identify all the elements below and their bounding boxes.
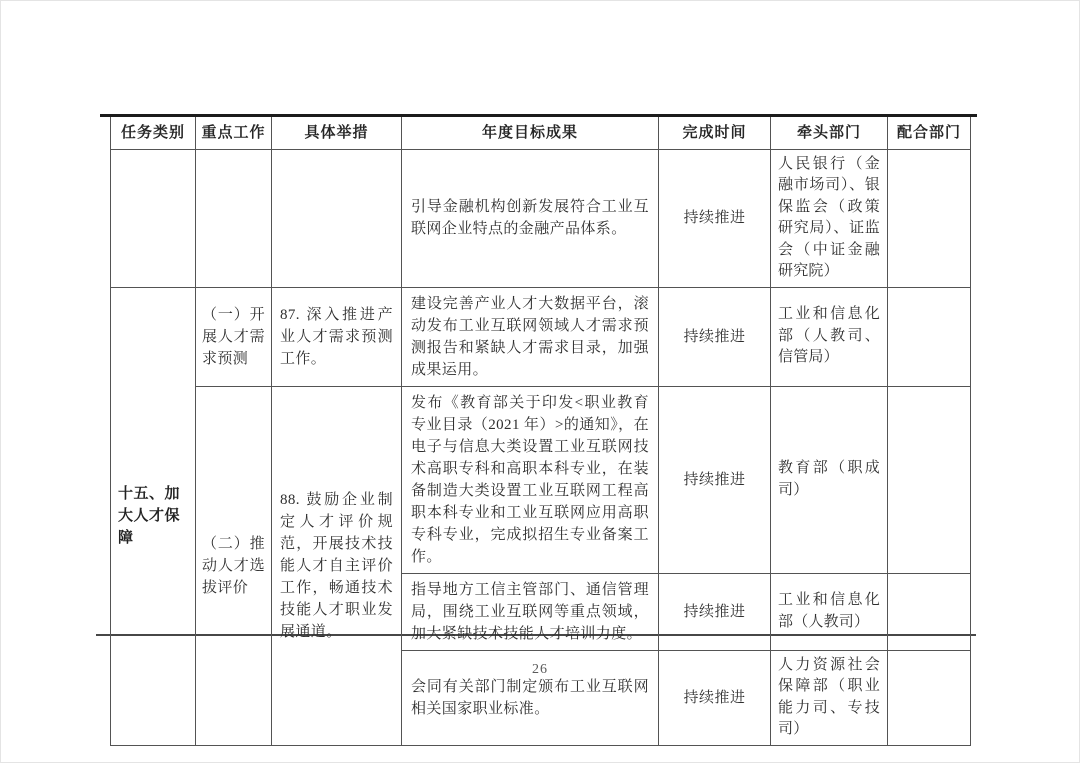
header-measure: 具体举措 [272, 117, 402, 149]
cell-category-15: 十五、加大人才保障 [111, 287, 196, 745]
cell-goal: 引导金融机构创新发展符合工业互联网企业特点的金融产品体系。 [402, 149, 659, 287]
cell-goal: 建设完善产业人才大数据平台，滚动发布工业互联网领域人才需求预测报告和紧缺人才需求目录，加强成果运用。 [402, 287, 659, 386]
header-annual-goal: 年度目标成果 [402, 117, 659, 149]
cell-measure-88: 88. 鼓励企业制定人才评价规范，开展技术技能人才自主评价工作，畅通技术技能人才职业发展通道。 [272, 386, 402, 745]
page-number: 26 [532, 662, 548, 677]
cell-lead-dept: 人力资源社会保障部（职业能力司、专技司） [771, 650, 888, 745]
table-row [111, 287, 971, 386]
cell-deadline: 持续推进 [659, 386, 771, 573]
cell-deadline: 持续推进 [659, 573, 771, 650]
cell-support-dept [888, 573, 971, 650]
header-key-work: 重点工作 [196, 117, 272, 149]
cell-lead-dept: 人民银行（金融市场司）、银保监会（政策研究局）、证监会（中证金融研究院） [771, 149, 888, 287]
header-lead-dept: 牵头部门 [771, 117, 888, 149]
cell-deadline: 持续推进 [659, 287, 771, 386]
table-header-row [111, 117, 971, 149]
cell-measure-87: 87. 深入推进产业人才需求预测工作。 [272, 287, 402, 386]
header-support-dept: 配合部门 [888, 117, 971, 149]
cell-lead-dept: 教育部（职成司） [771, 386, 888, 573]
cell-goal: 指导地方工信主管部门、通信管理局，围绕工业互联网等重点领域，加大紧缺技术技能人才培训力度。 [402, 573, 659, 650]
table-row [111, 149, 971, 287]
cell-goal: 发布《教育部关于印发<职业教育专业目录（2021 年）>的通知》，在电子与信息大类设置工业互联网技术高职专科和高职本科专业，在装备制造大类设置工业互联网工程高职本科专业和工业互联网应用高职专科专业，完成拟招生专业备案工作。 [402, 386, 659, 573]
cell-measure-empty [272, 149, 402, 287]
cell-deadline: 持续推进 [659, 149, 771, 287]
work-plan-table [110, 117, 971, 746]
cell-support-dept [888, 287, 971, 386]
header-task-category: 任务类别 [111, 117, 196, 149]
cell-support-dept [888, 386, 971, 573]
cell-goal: 会同有关部门制定颁布工业互联网相关国家职业标准。 [402, 650, 659, 745]
cell-lead-dept: 工业和信息化部（人教司、信管局） [771, 287, 888, 386]
cell-lead-dept: 工业和信息化部（人教司） [771, 573, 888, 650]
cell-keywork-2: （二）推动人才选拔评价 [196, 386, 272, 745]
cell-support-dept [888, 149, 971, 287]
cell-deadline: 持续推进 [659, 650, 771, 745]
table-row [111, 386, 971, 573]
cell-category-empty [111, 149, 196, 287]
header-deadline: 完成时间 [659, 117, 771, 149]
cell-keywork-empty [196, 149, 272, 287]
cell-keywork-1: （一）开展人才需求预测 [196, 287, 272, 386]
